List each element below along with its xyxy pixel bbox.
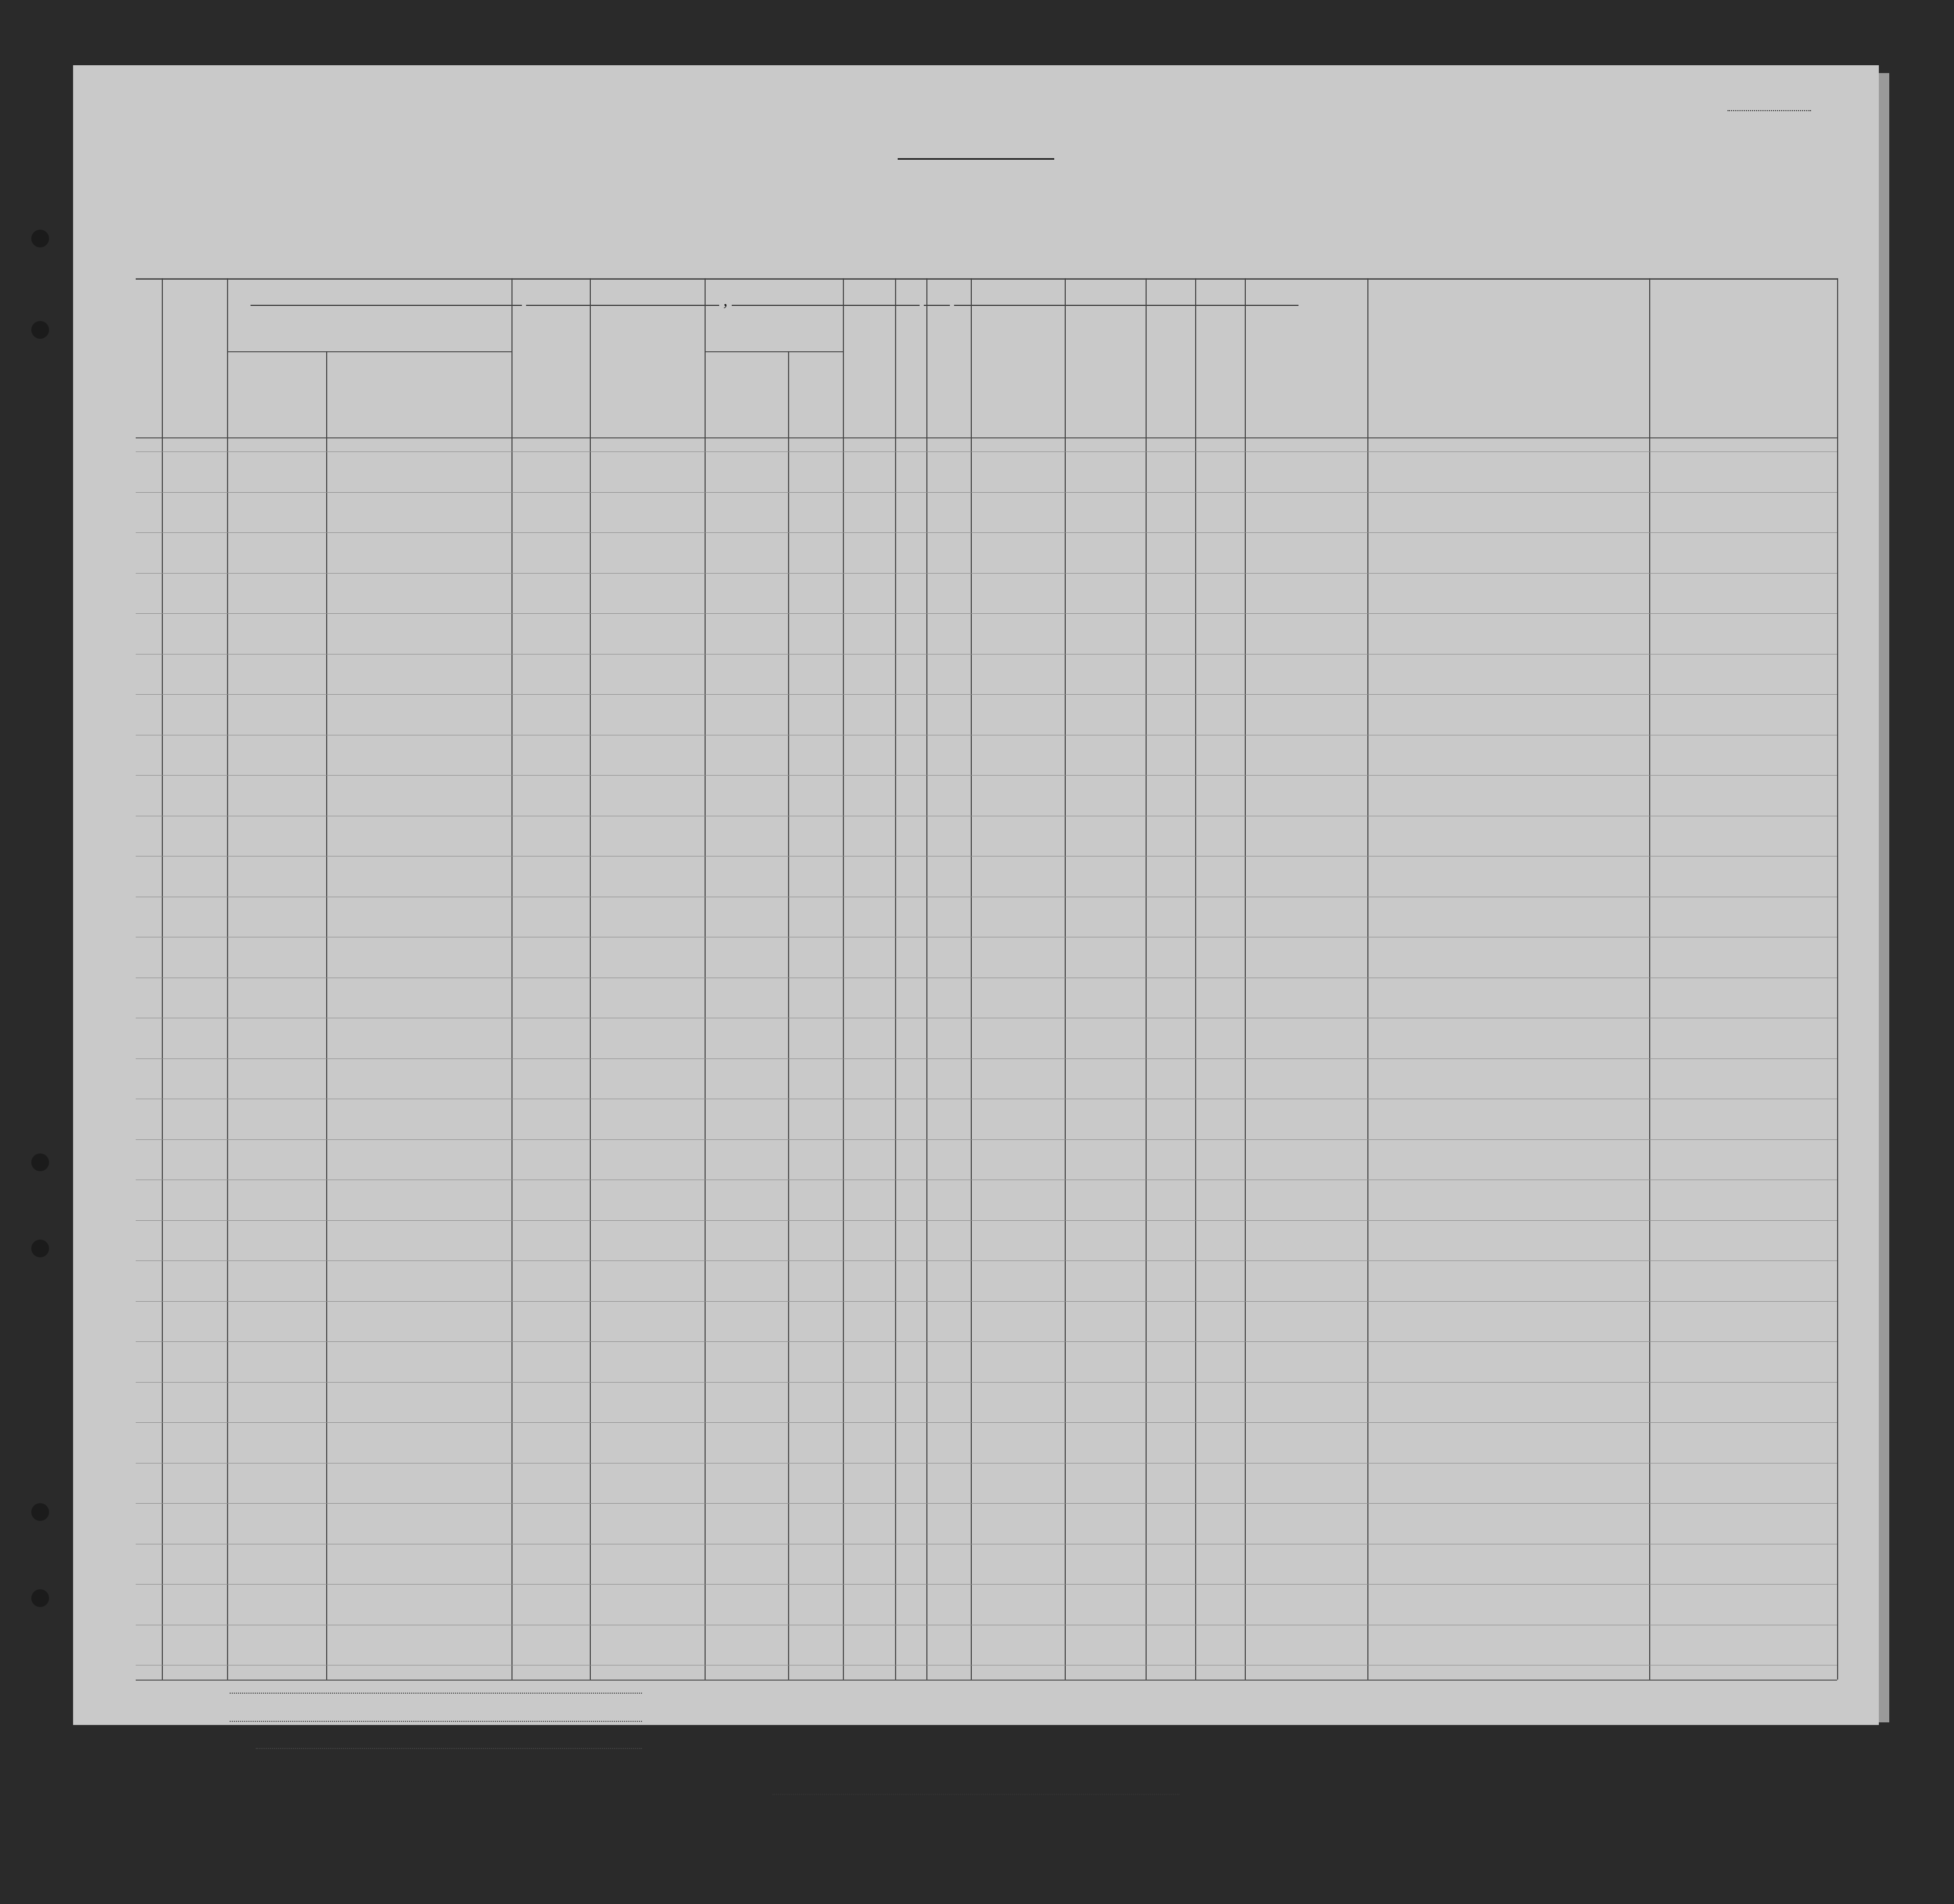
- column-divider: [843, 278, 844, 1680]
- binder-hole: [31, 1153, 49, 1171]
- column-divider: [511, 278, 513, 1680]
- manifest-sheet: [73, 65, 1879, 1725]
- column-divider: [926, 278, 927, 1680]
- arrival-date: [732, 305, 920, 306]
- header-bottom-rule: [136, 437, 1837, 438]
- owners-rule: [230, 1721, 642, 1722]
- footer-owners-row: [167, 1704, 177, 1725]
- footer-line-row: [167, 1675, 198, 1696]
- departure-port: [954, 305, 1298, 306]
- column-divider: [1146, 278, 1147, 1680]
- row-rule: [136, 775, 1837, 776]
- row-rule: [136, 1260, 1837, 1261]
- sheet-number-blank: [1727, 110, 1811, 111]
- row-rule: [136, 573, 1837, 574]
- row-rule: [136, 613, 1837, 614]
- shipped-subheader-rule: [705, 351, 843, 352]
- column-divider: [1367, 278, 1368, 1680]
- column-divider: [1245, 278, 1246, 1680]
- row-rule: [136, 1382, 1837, 1383]
- footer-agents-row: [167, 1731, 175, 1752]
- table-bottom-rule: [136, 1680, 1837, 1681]
- name-subheader-rule: [227, 351, 511, 352]
- column-divider: [971, 278, 972, 1680]
- row-rule: [136, 451, 1837, 452]
- arriving-port: [526, 305, 719, 306]
- row-rule: [136, 1301, 1837, 1302]
- column-divider: [705, 278, 706, 1680]
- vessel-name: [251, 305, 522, 306]
- row-rule: [136, 1422, 1837, 1423]
- column-divider: [590, 278, 591, 1680]
- column-divider: [227, 278, 228, 1680]
- row-rule: [136, 1503, 1837, 1504]
- column-divider: [1065, 278, 1066, 1680]
- row-rule: [136, 1220, 1837, 1221]
- line-rule: [230, 1693, 642, 1694]
- binder-hole: [31, 1240, 49, 1257]
- table-top-rule: [136, 278, 1837, 280]
- column-divider: [895, 278, 896, 1680]
- agents-rule: [256, 1748, 642, 1749]
- row-rule: [136, 1139, 1837, 1140]
- column-divider: [788, 351, 789, 1680]
- column-divider: [326, 351, 327, 1680]
- row-rule: [136, 694, 1837, 695]
- row-rule: [136, 492, 1837, 493]
- row-rule: [136, 1058, 1837, 1059]
- binder-hole: [31, 321, 49, 339]
- row-rule: [136, 1584, 1837, 1585]
- vessel-line: ,: [251, 291, 1298, 310]
- column-divider: [162, 278, 163, 1680]
- column-divider: [1649, 278, 1650, 1680]
- row-rule: [136, 532, 1837, 533]
- binder-hole: [31, 230, 49, 247]
- signature-rule: [772, 1794, 1179, 1795]
- title-rule: [898, 158, 1054, 160]
- column-divider: [1837, 278, 1838, 1680]
- binder-hole: [31, 1589, 49, 1607]
- arrival-year: [924, 305, 950, 306]
- row-rule: [136, 1341, 1837, 1342]
- column-divider: [1195, 278, 1196, 1680]
- sheet-number: [1727, 99, 1811, 115]
- binder-hole: [31, 1503, 49, 1521]
